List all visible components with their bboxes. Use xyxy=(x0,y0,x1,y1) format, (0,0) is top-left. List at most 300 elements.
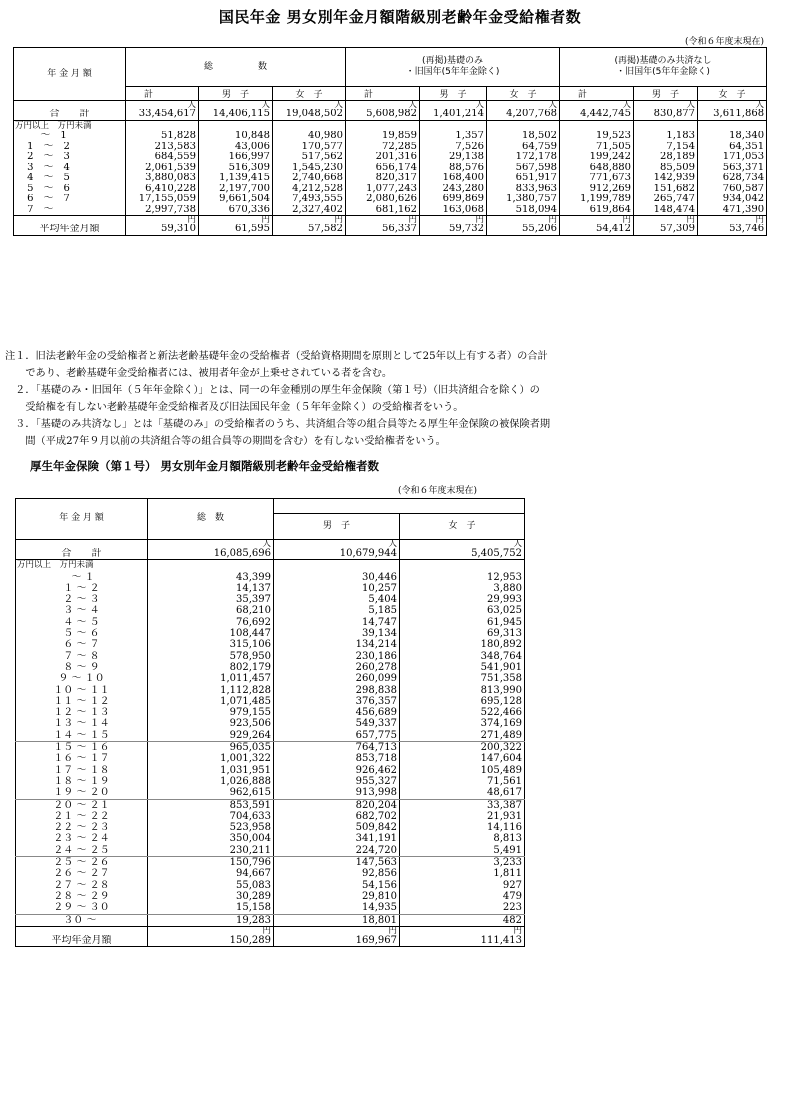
table2-value: 134,214 xyxy=(274,639,400,650)
table2-range-label: ７ ～ ８ xyxy=(16,651,148,662)
table1-value: 516,309 xyxy=(199,163,273,174)
table2-row xyxy=(16,914,525,926)
table2-row xyxy=(16,617,525,628)
table2-row xyxy=(16,880,525,891)
table2-date: (令和６年度末現在) xyxy=(398,486,478,496)
table2-row xyxy=(16,891,525,902)
table2-row xyxy=(16,765,525,776)
table2-avg-unit-row xyxy=(16,926,525,935)
table2-value: 30,289 xyxy=(148,891,274,902)
table2-value: 30,446 xyxy=(274,572,400,583)
table2-value: 704,633 xyxy=(148,811,274,822)
table2-value: 479 xyxy=(400,891,525,902)
table1-yen-unit: 円 xyxy=(199,216,273,225)
table1-value: 151,682 xyxy=(634,184,698,195)
table2-value: 523,958 xyxy=(148,822,274,833)
table1-unit-spacer xyxy=(14,216,126,225)
table2-value: 853,718 xyxy=(274,753,400,764)
table1-value: 199,242 xyxy=(560,152,634,163)
table1-value: 1,545,230 xyxy=(273,163,346,174)
table2-avg-value: 169,967 xyxy=(274,935,400,947)
table1-row xyxy=(14,184,767,195)
table1-avg-value: 57,309 xyxy=(634,224,698,235)
table2-row xyxy=(16,572,525,583)
table2-row xyxy=(16,730,525,742)
notes xyxy=(5,348,795,450)
table1-value: 934,042 xyxy=(698,194,767,205)
table2-range-label: １５ ～ １６ xyxy=(16,742,148,754)
table1-avg-value: 53,746 xyxy=(698,224,767,235)
table1-empty xyxy=(698,120,767,131)
table2-value: 578,950 xyxy=(148,651,274,662)
table1-row xyxy=(14,131,767,142)
table1-value: 1,183 xyxy=(634,131,698,142)
table2-value: 14,935 xyxy=(274,902,400,914)
table2-value: 61,945 xyxy=(400,617,525,628)
table2-value: 147,604 xyxy=(400,753,525,764)
table2-row xyxy=(16,696,525,707)
table1-value: 2,327,402 xyxy=(273,205,346,216)
table1-value: 166,997 xyxy=(199,152,273,163)
table2-avg-row xyxy=(16,935,525,947)
table2-unit: 人 xyxy=(274,540,400,549)
table1-empty xyxy=(487,120,560,131)
table2-range-header-row xyxy=(16,560,525,572)
table1-avg-value: 61,595 xyxy=(199,224,273,235)
table2-range-label: １０ ～ １１ xyxy=(16,685,148,696)
table2-total-value: 16,085,696 xyxy=(148,548,274,560)
table1-subheader: 計 xyxy=(346,87,420,101)
table1-unit: 人 xyxy=(420,101,487,110)
table1-value: 19,523 xyxy=(560,131,634,142)
table2-value: 108,447 xyxy=(148,628,274,639)
table2-range-label: １７ ～ １８ xyxy=(16,765,148,776)
table1-value: 201,316 xyxy=(346,152,420,163)
table2-range-label: ２２ ～ ２３ xyxy=(16,822,148,833)
table1-value: 912,269 xyxy=(560,184,634,195)
table1-unit-spacer xyxy=(14,101,126,110)
table1 xyxy=(13,47,767,236)
table2-range-header: 万円以上 万円未満 xyxy=(16,560,148,572)
table2-avg-value: 150,289 xyxy=(148,935,274,947)
table2-row xyxy=(16,639,525,650)
table1-value: 28,189 xyxy=(634,152,698,163)
table2-range-label: ～ １ xyxy=(16,572,148,583)
table1-row xyxy=(14,152,767,163)
table2-empty xyxy=(274,560,400,572)
table2-value: 54,156 xyxy=(274,880,400,891)
table1-range-header-row xyxy=(14,120,767,131)
table2-row xyxy=(16,845,525,857)
table1-yen-unit: 円 xyxy=(560,216,634,225)
table1-range-label: 5 ～ 6 xyxy=(14,184,126,195)
table2-row xyxy=(16,707,525,718)
table2-row xyxy=(16,718,525,729)
table1-value: 168,400 xyxy=(420,173,487,184)
table1-value: 88,576 xyxy=(420,163,487,174)
table1-value: 2,080,626 xyxy=(346,194,420,205)
table2-value: 929,264 xyxy=(148,730,274,742)
table1-subheader: 男 子 xyxy=(420,87,487,101)
table1-value: 18,340 xyxy=(698,131,767,142)
table2-value: 802,179 xyxy=(148,662,274,673)
table2-empty xyxy=(148,560,274,572)
table2-value: 3,233 xyxy=(400,857,525,869)
table2-value: 260,278 xyxy=(274,662,400,673)
table1-value: 7,154 xyxy=(634,142,698,153)
table1-value: 17,155,059 xyxy=(126,194,199,205)
table2-row xyxy=(16,799,525,811)
table1-empty xyxy=(199,120,273,131)
table2-value: 853,591 xyxy=(148,799,274,811)
table1-row xyxy=(14,194,767,205)
table2-value: 12,953 xyxy=(400,572,525,583)
table2-value: 5,491 xyxy=(400,845,525,857)
table2-unit-spacer xyxy=(16,926,148,935)
table2-value: 965,035 xyxy=(148,742,274,754)
table2-value: 223 xyxy=(400,902,525,914)
table1-value: 7,493,555 xyxy=(273,194,346,205)
table2-yen-unit: 円 xyxy=(148,926,274,935)
table1-value: 656,174 xyxy=(346,163,420,174)
table1-value: 1,380,757 xyxy=(487,194,560,205)
table1-total-value: 5,608,982 xyxy=(346,109,420,120)
table2-row xyxy=(16,594,525,605)
table1-unit: 人 xyxy=(199,101,273,110)
table2-value: 682,702 xyxy=(274,811,400,822)
table1-value: 4,212,528 xyxy=(273,184,346,195)
table1-value: 85,509 xyxy=(634,163,698,174)
table2 xyxy=(15,498,525,947)
table2-range-label: ３０ ～ xyxy=(16,914,148,926)
table2-value: 14,747 xyxy=(274,617,400,628)
table2-value: 5,404 xyxy=(274,594,400,605)
table1-range-label: ～ 1 xyxy=(14,131,126,142)
table2-value: 1,811 xyxy=(400,868,525,879)
table2-value: 180,892 xyxy=(400,639,525,650)
table2-range-label: １９ ～ ２０ xyxy=(16,787,148,799)
table1-avg-unit-row xyxy=(14,216,767,225)
table1-subheader: 男 子 xyxy=(634,87,698,101)
table1-group-basic-line2: ・旧国年(5年年金除く) xyxy=(405,67,500,77)
table1-avg-value: 55,206 xyxy=(487,224,560,235)
table2-range-label: １ ～ ２ xyxy=(16,583,148,594)
table1-value: 64,351 xyxy=(698,142,767,153)
table2-value: 482 xyxy=(400,914,525,926)
table2-unit-spacer xyxy=(16,540,148,549)
table1-value: 64,759 xyxy=(487,142,560,153)
table1-row xyxy=(14,163,767,174)
table2-row xyxy=(16,605,525,616)
table2-total-value: 10,679,944 xyxy=(274,548,400,560)
table1-total-value: 33,454,617 xyxy=(126,109,199,120)
table1-value: 833,963 xyxy=(487,184,560,195)
table2-value: 69,313 xyxy=(400,628,525,639)
table1-group-nokyosai-line1: (再掲)基礎のみ共済なし xyxy=(614,56,712,66)
table2-value: 764,713 xyxy=(274,742,400,754)
table1-value: 243,280 xyxy=(420,184,487,195)
table2-value: 150,796 xyxy=(148,857,274,869)
table2-value: 68,210 xyxy=(148,605,274,616)
table1-value: 71,505 xyxy=(560,142,634,153)
table1-value: 820,317 xyxy=(346,173,420,184)
table2-range-label: ２ ～ ３ xyxy=(16,594,148,605)
table1-yen-unit: 円 xyxy=(346,216,420,225)
note-line: 受給権を有しない老齢基礎年金受給権者及び旧法国民年金（５年年金除く）の受給権者をいう。 xyxy=(5,402,464,413)
table1-value: 1,357 xyxy=(420,131,487,142)
table1-yen-unit: 円 xyxy=(487,216,560,225)
table2-range-label: ２９ ～ ３０ xyxy=(16,902,148,914)
table1-range-label: 7 ～ xyxy=(14,205,126,216)
table2-row xyxy=(16,857,525,869)
table1-range-label: 1 ～ 2 xyxy=(14,142,126,153)
table2-range-label: ９ ～ １０ xyxy=(16,673,148,684)
table2-value: 1,001,322 xyxy=(148,753,274,764)
table2-range-label: １６ ～ １７ xyxy=(16,753,148,764)
table2-value: 71,561 xyxy=(400,776,525,787)
table2-range-label: ８ ～ ９ xyxy=(16,662,148,673)
table1-value: 518,094 xyxy=(487,205,560,216)
table2-value: 1,031,951 xyxy=(148,765,274,776)
table1-value: 6,410,228 xyxy=(126,184,199,195)
table1-column-header: 年 金 月 額 xyxy=(14,48,126,101)
table1-value: 72,285 xyxy=(346,142,420,153)
table1-empty xyxy=(273,120,346,131)
table2-value: 1,112,828 xyxy=(148,685,274,696)
table1-subheader: 女 子 xyxy=(698,87,767,101)
table2-value: 315,106 xyxy=(148,639,274,650)
table1-value: 9,661,504 xyxy=(199,194,273,205)
table2-value: 376,357 xyxy=(274,696,400,707)
table1-value: 651,917 xyxy=(487,173,560,184)
table2-value: 927 xyxy=(400,880,525,891)
table2-range-label: １１ ～ １２ xyxy=(16,696,148,707)
table2-total-value: 5,405,752 xyxy=(400,548,525,560)
table2-unit: 人 xyxy=(148,540,274,549)
table1-value: 670,336 xyxy=(199,205,273,216)
table1-value: 43,006 xyxy=(199,142,273,153)
table2-row xyxy=(16,753,525,764)
table2-row xyxy=(16,811,525,822)
table1-range-label: 3 ～ 4 xyxy=(14,163,126,174)
table1-value: 567,598 xyxy=(487,163,560,174)
table2-value: 63,025 xyxy=(400,605,525,616)
table2-range-label: １８ ～ １９ xyxy=(16,776,148,787)
table2-row xyxy=(16,776,525,787)
table2-col-female: 女 子 xyxy=(400,514,525,540)
table2-value: 18,801 xyxy=(274,914,400,926)
table2-value: 39,134 xyxy=(274,628,400,639)
table2-value: 751,358 xyxy=(400,673,525,684)
table1-unit: 人 xyxy=(346,101,420,110)
table1-value: 684,559 xyxy=(126,152,199,163)
table1-value: 163,068 xyxy=(420,205,487,216)
table1-unit: 人 xyxy=(560,101,634,110)
table2-column-header: 年 金 月 額 xyxy=(16,499,148,540)
table1-value: 142,939 xyxy=(634,173,698,184)
table1-subheader: 計 xyxy=(126,87,199,101)
table1-date: (令和６年度末現在) xyxy=(684,37,764,47)
table1-group-basic xyxy=(346,48,560,87)
table2-total-label: 合 計 xyxy=(16,548,148,560)
table2-row xyxy=(16,833,525,844)
table1-value: 699,869 xyxy=(420,194,487,205)
table1-unit-row xyxy=(14,101,767,110)
table2-value: 147,563 xyxy=(274,857,400,869)
table2-header-blank xyxy=(274,499,525,514)
table1-value: 2,061,539 xyxy=(126,163,199,174)
table2-range-label: ２６ ～ ２７ xyxy=(16,868,148,879)
table2-value: 94,667 xyxy=(148,868,274,879)
table2-row xyxy=(16,868,525,879)
table1-value: 563,371 xyxy=(698,163,767,174)
table2-col-total: 総 数 xyxy=(148,499,274,540)
table1-unit: 人 xyxy=(273,101,346,110)
table2-value: 105,489 xyxy=(400,765,525,776)
table1-avg-label: 平均年金月額 xyxy=(14,224,126,235)
table1-total-value: 4,207,768 xyxy=(487,109,560,120)
table1-range-label: 2 ～ 3 xyxy=(14,152,126,163)
table2-row xyxy=(16,583,525,594)
table2-value: 1,026,888 xyxy=(148,776,274,787)
table1-group-total: 総 数 xyxy=(126,48,346,87)
table1-value: 51,828 xyxy=(126,131,199,142)
table1-value: 1,077,243 xyxy=(346,184,420,195)
note-line: ２．「基礎のみ・旧国年（５年年金除く）」とは、同一の年金種別の厚生年金保険（第１号）（旧共済組合を除く）の xyxy=(5,385,540,396)
table1-subheader: 計 xyxy=(560,87,634,101)
table1-avg-value: 56,337 xyxy=(346,224,420,235)
table1-value: 7,526 xyxy=(420,142,487,153)
table1-value: 29,138 xyxy=(420,152,487,163)
table1-value: 40,980 xyxy=(273,131,346,142)
table2-total-row xyxy=(16,548,525,560)
table2-range-label: ２７ ～ ２８ xyxy=(16,880,148,891)
table2-unit: 人 xyxy=(400,540,525,549)
table2-value: 813,990 xyxy=(400,685,525,696)
table2-range-label: ２５ ～ ２６ xyxy=(16,857,148,869)
table2-row xyxy=(16,742,525,754)
table1-value: 2,997,738 xyxy=(126,205,199,216)
table2-value: 913,998 xyxy=(274,787,400,799)
table2-range-label: ４ ～ ５ xyxy=(16,617,148,628)
table1-total-row xyxy=(14,109,767,120)
table2-value: 341,191 xyxy=(274,833,400,844)
table1-row xyxy=(14,173,767,184)
table1-total-value: 3,611,868 xyxy=(698,109,767,120)
table1-avg-row xyxy=(14,224,767,235)
table2-title: 厚生年金保険（第１号） 男女別年金月額階級別老齢年金受給権者数 xyxy=(30,459,379,473)
table2-value: 350,004 xyxy=(148,833,274,844)
table2-range-label: ３ ～ ４ xyxy=(16,605,148,616)
table1-value: 2,740,668 xyxy=(273,173,346,184)
table1-value: 3,880,083 xyxy=(126,173,199,184)
table1-value: 148,474 xyxy=(634,205,698,216)
note-line: 間（平成27年９月以前の共済組合等の組合員等の期間を含む）を有しない受給権者をいう。 xyxy=(5,436,446,447)
table2-yen-unit: 円 xyxy=(400,926,525,935)
table1-avg-value: 59,310 xyxy=(126,224,199,235)
table1-title: 国民年金 男女別年金月額階級別老齢年金受給権者数 xyxy=(218,8,582,26)
table2-range-label: ５ ～ ６ xyxy=(16,628,148,639)
table2-value: 298,838 xyxy=(274,685,400,696)
table2-value: 509,842 xyxy=(274,822,400,833)
table2-value: 224,720 xyxy=(274,845,400,857)
table1-value: 681,162 xyxy=(346,205,420,216)
table2-value: 230,211 xyxy=(148,845,274,857)
table2-range-label: ２１ ～ ２２ xyxy=(16,811,148,822)
table2-value: 456,689 xyxy=(274,707,400,718)
table1-yen-unit: 円 xyxy=(634,216,698,225)
table2-value: 10,257 xyxy=(274,583,400,594)
table1-value: 2,197,700 xyxy=(199,184,273,195)
note-line: 注１．旧法老齢年金の受給権者と新法老齢基礎年金の受給権者（受給資格期間を原則として25年以上有する者）の合計 xyxy=(5,351,548,362)
table2-value: 200,322 xyxy=(400,742,525,754)
table1-unit: 人 xyxy=(487,101,560,110)
table1-empty xyxy=(634,120,698,131)
note-line: であり、老齢基礎年金受給権者には、被用者年金が上乗せされている者を含む。 xyxy=(5,368,393,379)
table1-value: 619,864 xyxy=(560,205,634,216)
table1-unit: 人 xyxy=(126,101,199,110)
table2-header-row xyxy=(16,499,525,514)
table2-row xyxy=(16,651,525,662)
table1-value: 18,502 xyxy=(487,131,560,142)
table2-value: 923,506 xyxy=(148,718,274,729)
table2-range-label: ６ ～ ７ xyxy=(16,639,148,650)
table1-empty xyxy=(420,120,487,131)
table1-total-value: 830,877 xyxy=(634,109,698,120)
table2-row xyxy=(16,685,525,696)
table2-range-label: １２ ～ １３ xyxy=(16,707,148,718)
table2-col-male: 男 子 xyxy=(274,514,400,540)
table2-row xyxy=(16,673,525,684)
table2-value: 1,071,485 xyxy=(148,696,274,707)
table2-value: 695,128 xyxy=(400,696,525,707)
table2-value: 979,155 xyxy=(148,707,274,718)
table2-row xyxy=(16,902,525,914)
table2-value: 230,186 xyxy=(274,651,400,662)
table1-subheader-row xyxy=(14,87,767,101)
table2-value: 92,856 xyxy=(274,868,400,879)
table1-value: 471,390 xyxy=(698,205,767,216)
table1-subheader: 男 子 xyxy=(199,87,273,101)
table2-range-label: ２０ ～ ２１ xyxy=(16,799,148,811)
table2-range-label: ２４ ～ ２５ xyxy=(16,845,148,857)
table2-value: 29,993 xyxy=(400,594,525,605)
table2-range-label: ２３ ～ ２４ xyxy=(16,833,148,844)
table1-avg-value: 59,732 xyxy=(420,224,487,235)
table1-group-nokyosai xyxy=(560,48,767,87)
table1-avg-value: 57,582 xyxy=(273,224,346,235)
table2-value: 522,466 xyxy=(400,707,525,718)
table1-range-header: 万円以上 万円未満 xyxy=(14,120,126,131)
table2-range-label: １４ ～ １５ xyxy=(16,730,148,742)
table1-range-label: 6 ～ 7 xyxy=(14,194,126,205)
table1-subheader: 女 子 xyxy=(273,87,346,101)
table2-value: 374,169 xyxy=(400,718,525,729)
table2-value: 14,116 xyxy=(400,822,525,833)
table1-value: 760,587 xyxy=(698,184,767,195)
table1-value: 265,747 xyxy=(634,194,698,205)
table2-value: 820,204 xyxy=(274,799,400,811)
table2-value: 271,489 xyxy=(400,730,525,742)
table1-row xyxy=(14,205,767,216)
table1-unit: 人 xyxy=(634,101,698,110)
table2-value: 955,327 xyxy=(274,776,400,787)
table2-value: 926,462 xyxy=(274,765,400,776)
table2-value: 3,880 xyxy=(400,583,525,594)
table2-value: 29,810 xyxy=(274,891,400,902)
table1-value: 10,848 xyxy=(199,131,273,142)
table1-subheader: 女 子 xyxy=(487,87,560,101)
